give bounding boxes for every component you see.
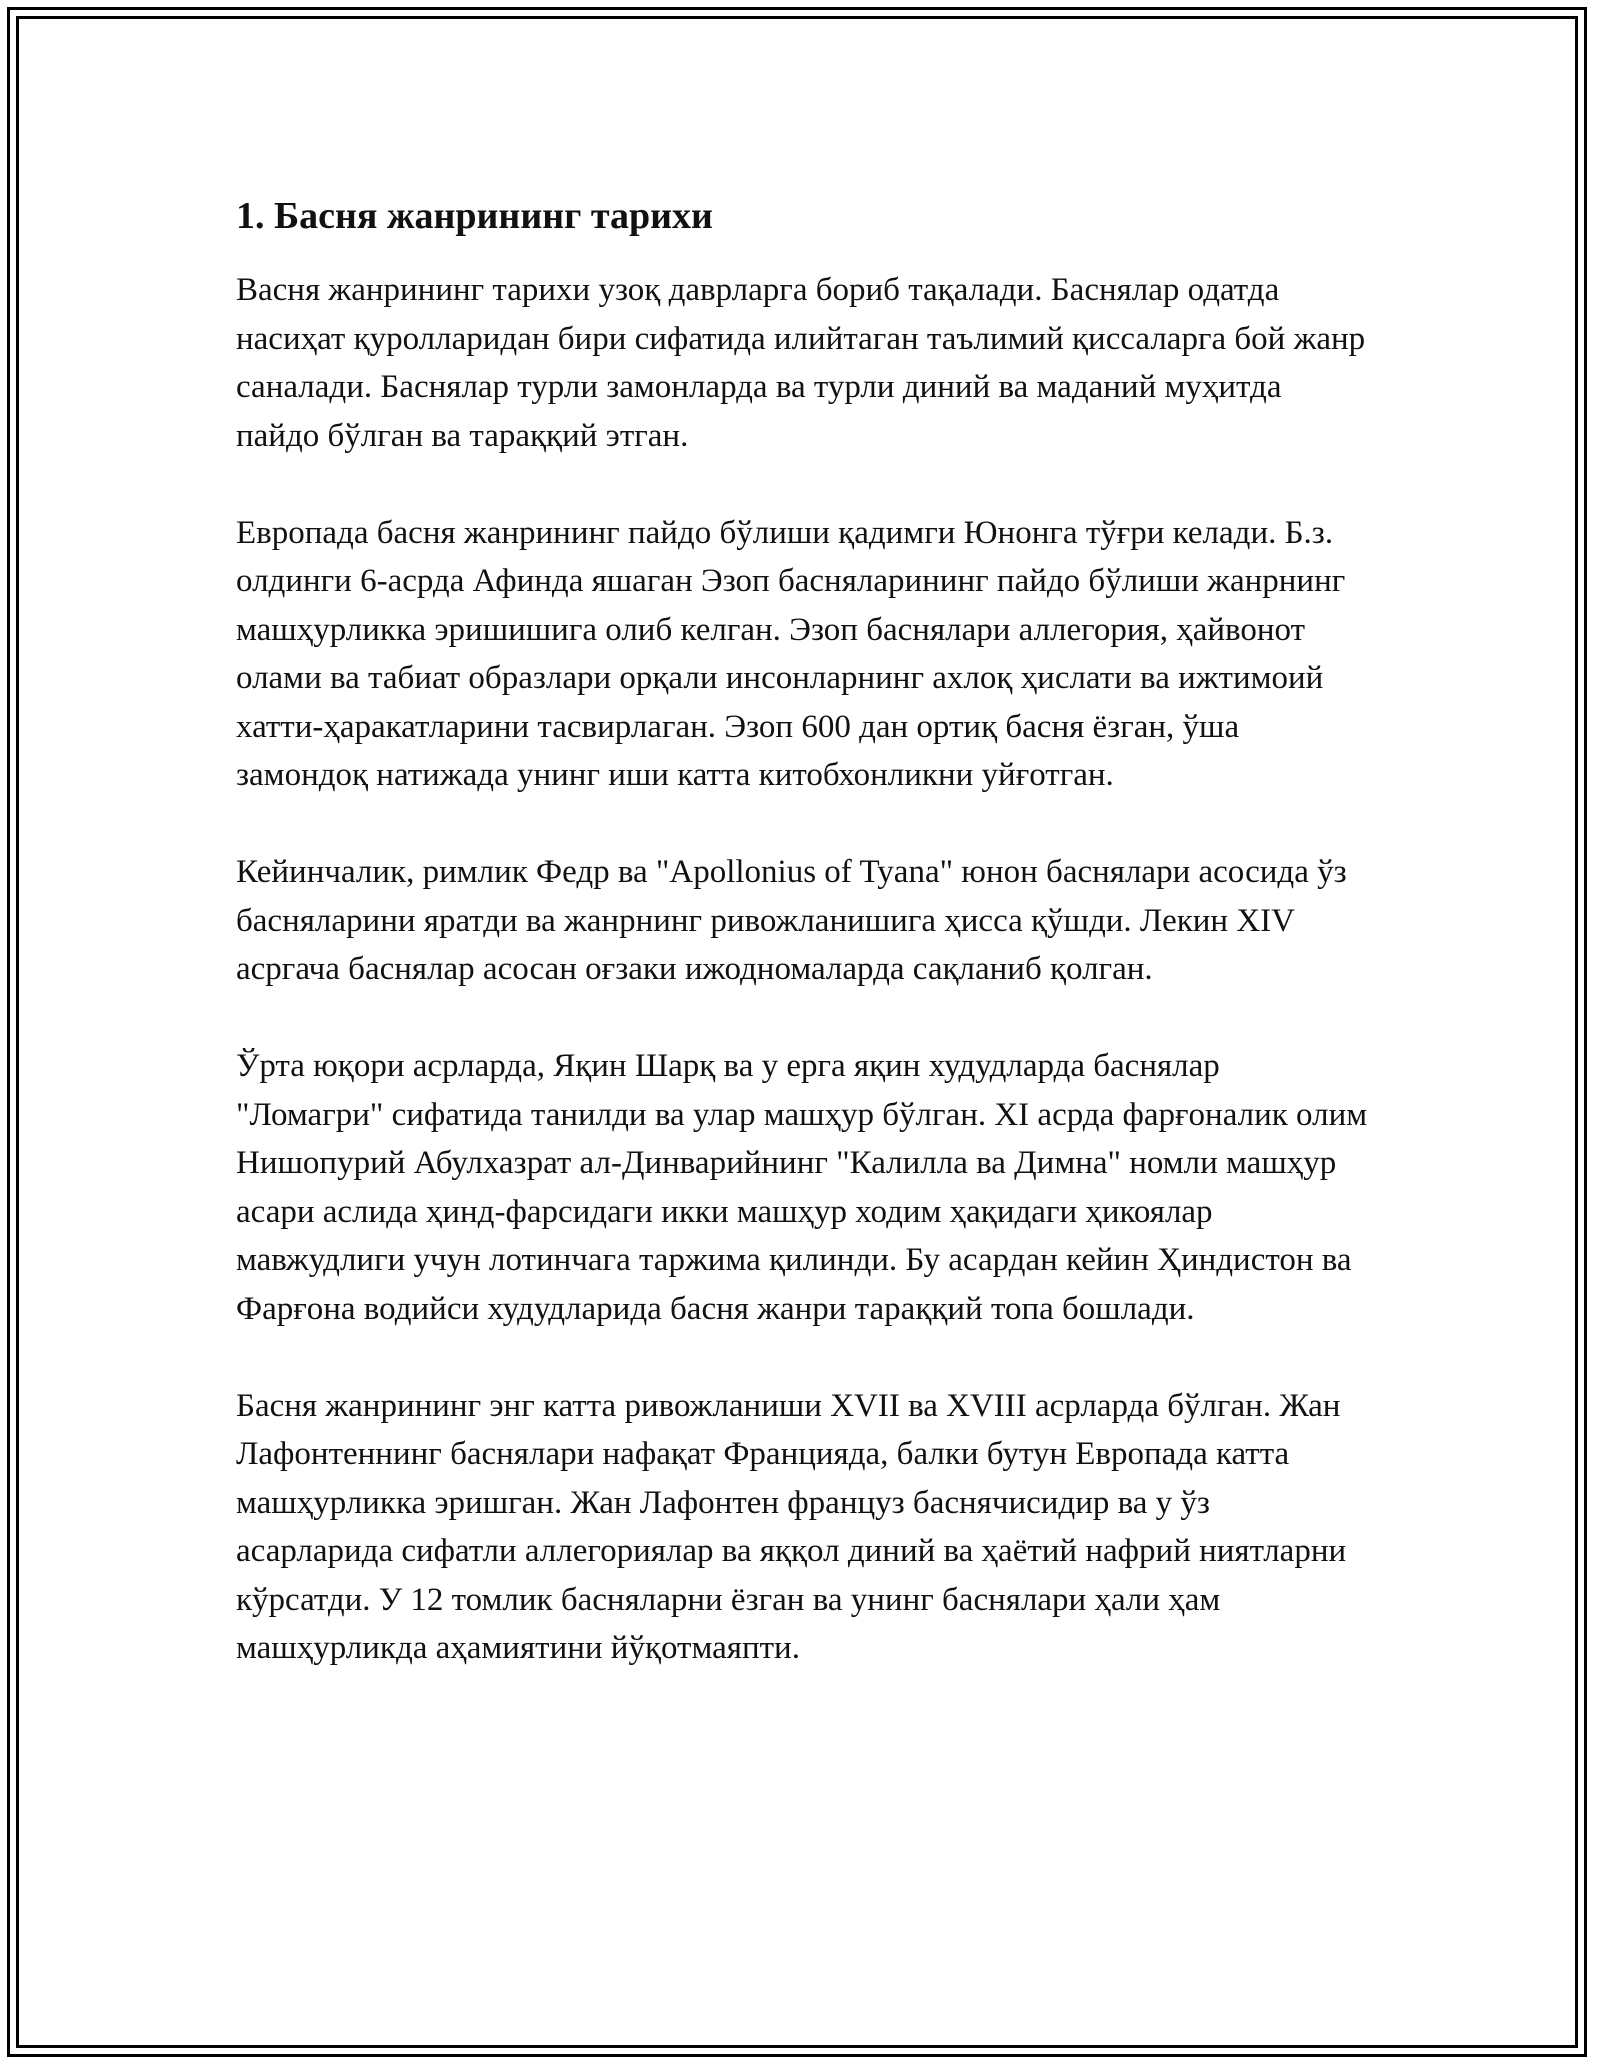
paragraph-5: Басня жанрининг энг катта ривожланиши XVII ва XVIII асрларда бўлган. Жан Лафонтеннинг баснялари нафақат Францияда, балки бутун Европада катта машҳурликка эришган. Жан Лафонтен француз баснячисидир ва у ўз асарларида сифатли аллегориялар ва яққол диний ва ҳаётий нафрий ниятларни кўрсатди. У 12 томлик басняларни ёзган ва унинг баснялари ҳали ҳам машҳурликда аҳамиятини йўқотмаяпти. bbox=[236, 1387, 1347, 1666]
paragraph-2: Европада басня жанрининг пайдо бўлиши қадимги Юнонга тўғри келади. Б.з. олдинги 6-асрда Афинда яшаган Эзоп басняларининг пайдо бўлиши жанрнинг машҳурликка эришишига олиб келган. Эзоп баснялари аллегория, ҳайвонот олами ва табиат образлари орқали инсонларнинг ахлоқ ҳислати ва ижтимоий хатти-ҳаракатларини тасвирлаган. Эзоп 600 дан ортиқ басня ёзган, ўша замондоқ натижада унинг иши катта китобхонликни уйғотган. bbox=[236, 514, 1346, 793]
document-body bbox=[236, 186, 1370, 1721]
paragraph-4: Ўрта юқори асрларда, Яқин Шарқ ва у ерга яқин худудларда баснялар "Ломагри" сифатида танилди ва улар машҳур бўлган. XI асрда фарғоналик олим Нишопурий Абулхазрат ал-Динварийнинг "Калилла ва Димна" номли машҳур асари аслида ҳинд-фарсидаги икки машҳур ходим ҳақидаги ҳикоялар мавжудлиги учун лотинчага таржима қилинди. Бу асардан кейин Ҳиндистон ва Фарғона водийси худудларида басня жанри тараққий топа бошлади. bbox=[236, 1048, 1368, 1327]
paragraph-1: Васня жанрининг тарихи узоқ даврларга бориб тақалади. Баснялар одатда насиҳат қуролларидан бири сифатида илийтаган таълимий қиссаларга бой жанр саналади. Баснялар турли замонларда ва турли диний ва маданий муҳитда пайдо бўлган ва тараққий этган. bbox=[236, 272, 1366, 454]
section-heading: 1. Басня жанрининг тарихи bbox=[236, 195, 713, 237]
paragraph-3: Кейинчалик, римлик Федр ва "Apollonius of Tyana" юнон баснялари асосида ўз басняларини яратди ва жанрнинг ривожланишига ҳисса қўшди. Лекин XIV асргача баснялар асосан оғзаки ижодномаларда сақланиб қолган. bbox=[236, 854, 1347, 987]
